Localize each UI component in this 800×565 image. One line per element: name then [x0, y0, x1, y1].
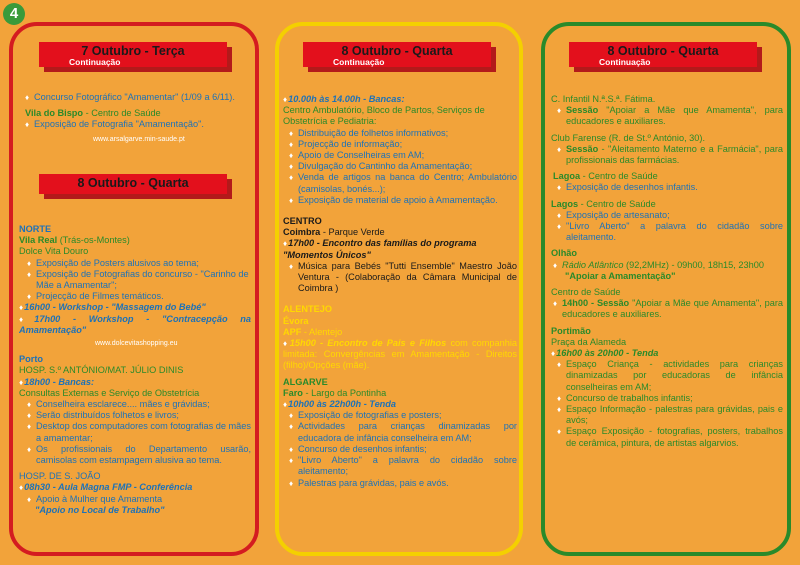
- event-time: 16h00: [24, 302, 51, 313]
- list-item: ♦ Projecção de Filmes temáticos.: [27, 291, 251, 302]
- list-item-subtitle: "Apoio no Local de Trabalho": [35, 504, 165, 515]
- list-item: ♦ Distribuição de folhetos informativos;: [289, 128, 517, 139]
- place-name: Lagos: [551, 198, 579, 209]
- event-description: com companhia limitada: Convergências em Amamentação - Direitos (filho)/Opções (mãe).: [283, 338, 517, 371]
- event-title: - Aula Magna FMP - Conferência: [50, 482, 193, 493]
- venue-name: Centro Ambulatório, Bloco de Partos, Serviços de Obstetrícia e Pediatria:: [283, 105, 485, 127]
- event-title: - Workshop - "Contracepção na Amamentação": [19, 313, 251, 335]
- day-header-subtitle: Continuação: [69, 57, 121, 67]
- list-item: ♦ Concurso Fotográfico "Amamentar" (1/09 a 6/11).: [25, 92, 247, 103]
- list-item: ♦ Exposição de material de apoio à Amamentação.: [289, 195, 517, 206]
- list-item: ♦ Conselheira esclarece.... mães e grávidas;: [27, 399, 251, 410]
- session-label: Sessão: [566, 105, 599, 116]
- session-label: - Sessão: [588, 298, 630, 309]
- event-title: - Tenda: [361, 399, 397, 410]
- section-8-outubro-norte: [19, 224, 251, 516]
- place-location: - Parque Verde: [320, 227, 385, 238]
- event-time: 15h00: [289, 338, 316, 349]
- session-text: "Apoiar a Mãe que Amamenta", para educadores e auxiliares.: [566, 105, 783, 127]
- list-item: ♦ "Livro Aberto" a palavra do cidadão sobre aleitamento;: [289, 455, 517, 477]
- place-location: - Centro de Saúde: [580, 171, 658, 182]
- radio-name: Rádio Atlântico: [562, 259, 624, 270]
- place-location: - Centro de Saúde: [83, 108, 161, 119]
- event-title: - Bancas:: [50, 376, 95, 387]
- day-header-8-outubro: [569, 42, 757, 67]
- list-item: ♦ Exposição de fotografias e posters;: [289, 410, 517, 421]
- section-7-outubro: [25, 92, 247, 145]
- session-text: - "Aleitamento Materno e a Farmácia", para profissionais das farmácias.: [566, 143, 783, 166]
- place-location: - Alentejo: [301, 326, 343, 337]
- list-item: ♦ Apoio de Conselheiras em AM;: [289, 150, 517, 161]
- session-label: Sessão: [566, 143, 599, 154]
- list-item: ♦ Exposição de Posters alusivos ao tema;: [27, 258, 251, 269]
- venue-name: APF: [283, 326, 302, 337]
- list-item: ♦ Os profissionais do Departamento usarão, camisolas com estampagem alusiva ao tema.: [27, 444, 251, 466]
- day-header-title: 8 Outubro - Quarta: [341, 44, 453, 58]
- event-time: 10h00 às 22h00h: [288, 399, 362, 410]
- website-link[interactable]: www.dolcevitashopping.eu: [95, 340, 178, 348]
- hospital-name: HOSP. DE S. JOÃO: [19, 471, 101, 482]
- region-title: Porto: [19, 354, 43, 365]
- list-item: ♦ Desktop dos computadores com fotografias de mães a amamentar;: [27, 421, 251, 443]
- day-header-8-outubro: [303, 42, 491, 67]
- place-location: - Largo da Pontinha: [302, 387, 387, 398]
- place-location: (Trás-os-Montes): [57, 235, 130, 246]
- venue-name: Consultas Externas e Serviço de Obstetrícia: [19, 387, 200, 398]
- event-title: - Bancas:: [360, 94, 405, 104]
- session-text: "Apoiar a Mãe que Amamenta", para educadores e auxiliares.: [562, 298, 783, 320]
- list-item: ♦ Apoio à Mulher que Amamenta: [27, 494, 251, 505]
- hospital-name: HOSP. S.º ANTÓNIO/MAT. JÚLIO DINIS: [19, 365, 184, 376]
- day-header-subtitle: Continuação: [333, 57, 385, 67]
- place-name: Vila Real: [19, 235, 58, 246]
- region-title: ALENTEJO: [283, 304, 333, 315]
- day-header-7-outubro: [39, 42, 227, 67]
- day-header-title: 8 Outubro - Quarta: [607, 44, 719, 58]
- place-location: - Centro de Saúde: [578, 198, 656, 209]
- page-number-badge: 4: [3, 3, 25, 25]
- list-item: ♦ Espaço Informação - palestras para grávidas, pais e avós;: [557, 404, 783, 426]
- panel-8-outubro-a: [275, 22, 523, 556]
- event-title: - Encontro de Pais e Filhos: [315, 338, 447, 349]
- list-item: ♦ Serão distribuídos folhetos e livros;: [27, 410, 251, 421]
- place-name: Vila do Bispo: [25, 108, 84, 119]
- venue-name: Dolce Vita Douro: [19, 246, 89, 257]
- list-item: ♦ Exposição de Fotografias do concurso - "Carinho de Mãe a Amamentar";: [27, 269, 251, 291]
- event-time: 17h00: [34, 313, 61, 324]
- event-time: 08h30: [24, 482, 51, 493]
- event-title: - Workshop - "Massagem do Bebé": [50, 302, 206, 313]
- website-link[interactable]: www.arsalgarve.min-saude.pt: [93, 135, 185, 143]
- day-header-title: 8 Outubro - Quarta: [77, 176, 189, 190]
- list-item: ♦ Divulgação do Cantinho da Amamentação;: [289, 161, 517, 172]
- radio-program-title: "Apoiar a Amamentação": [565, 270, 676, 281]
- list-item: ♦ "Livro Aberto" a palavra do cidadão sobre aleitamento.: [557, 221, 783, 243]
- place-name: Lagoa: [553, 171, 581, 182]
- event-time: 16h00 às 20h00: [556, 348, 624, 359]
- day-header-title: 7 Outubro - Terça: [81, 44, 185, 58]
- panel-7-outubro: [9, 22, 259, 556]
- venue-name: Praça da Alameda: [551, 336, 627, 347]
- list-item: ♦ Concurso de desenhos infantis;: [289, 444, 517, 455]
- region-title: CENTRO: [283, 216, 322, 227]
- place-name: Olhão: [551, 248, 578, 259]
- radio-schedule: (92,2MHz) - 09h00, 18h15, 23h00: [623, 259, 764, 270]
- list-item: ♦ Espaço Criança - actividades para crianças dinamizadas por educadoras de infância conselheiras em AM;: [557, 359, 783, 393]
- section-col2: [283, 94, 517, 489]
- event-title: - Encontro das famílias do programa "Momentos Únicos": [283, 238, 477, 260]
- list-item: ♦ Projecção de informação;: [289, 139, 517, 150]
- event-time: 14h00: [562, 298, 589, 309]
- event-time: 17h00: [288, 238, 315, 249]
- venue-name: Club Farense (R. de St.º António, 30).: [551, 132, 706, 143]
- place-name: Coimbra: [283, 227, 321, 238]
- place-name: Portimão: [551, 325, 591, 336]
- list-item: ♦ Exposição de desenhos infantis.: [557, 182, 783, 193]
- venue-name: Centro de Saúde: [551, 287, 621, 298]
- region-title: NORTE: [19, 224, 52, 234]
- panel-8-outubro-b: [541, 22, 791, 556]
- region-title: ALGARVE: [283, 376, 328, 387]
- day-header-subtitle: Continuação: [599, 57, 651, 67]
- section-col3: [551, 94, 783, 449]
- event-time: 18h00: [24, 376, 51, 387]
- list-item: ♦ Exposição de Fotografia "Amamentação".: [25, 119, 247, 130]
- place-name: Faro: [283, 387, 303, 398]
- list-item: ♦ Concurso de trabalhos infantis;: [557, 393, 783, 404]
- venue-name: C. Infantil N.ª.S.ª. Fátima.: [551, 94, 656, 104]
- event-title: - Tenda: [623, 348, 659, 359]
- day-header-8-outubro: [39, 174, 227, 194]
- list-item: ♦ Música para Bebés "Tutti Ensemble" Maestro João Ventura - (Colaboração da Câmara Municipal de Coimbra ): [289, 261, 517, 295]
- list-item: ♦ Espaço Exposição - fotografias, posters, trabalhos de cerâmica, pintura, de artistas algarvios.: [557, 426, 783, 448]
- event-time: 10.00h às 14.00h: [288, 94, 361, 104]
- place-name: Évora: [283, 315, 309, 326]
- list-item: ♦ Venda de artigos na banca do Centro; Ambulatório (camisolas, bonés...);: [289, 172, 517, 194]
- list-item: ♦ Exposição de artesanato;: [557, 210, 783, 221]
- list-item: ♦ Actividades para crianças dinamizadas por educadora de infância conselheira em AM;: [289, 421, 517, 443]
- list-item: ♦ Palestras para grávidas, pais e avós.: [289, 478, 517, 489]
